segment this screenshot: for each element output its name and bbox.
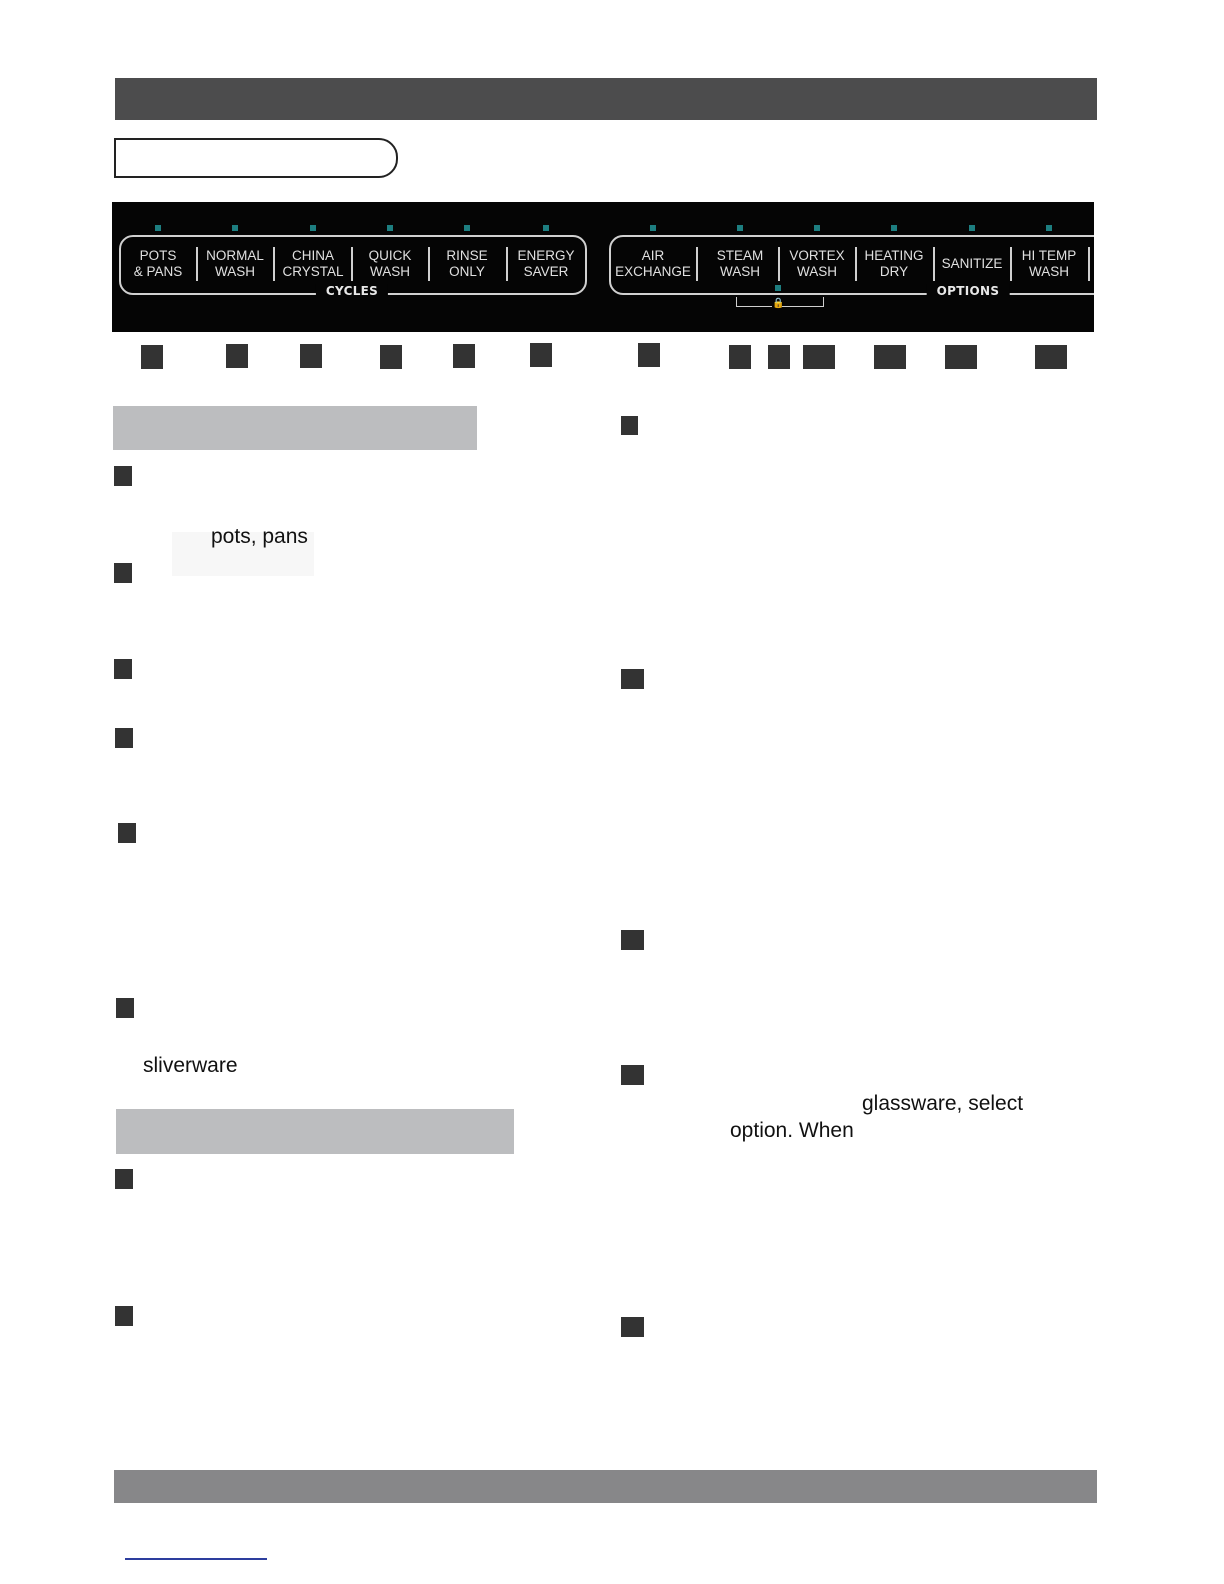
callout-marker (768, 345, 790, 369)
heating-dry-indicator-led (891, 225, 897, 231)
sliverware-text: sliverware (143, 1054, 238, 1077)
cycles-group-label: CYCLES (316, 284, 388, 298)
callout-marker (141, 345, 163, 369)
china-crystal-indicator-led (310, 225, 316, 231)
cycles-section-header (113, 406, 477, 450)
vortex-wash-button[interactable]: VORTEX WASH (789, 248, 845, 279)
options-section-header (116, 1109, 514, 1154)
divider (1088, 247, 1090, 281)
quick-wash-button[interactable]: QUICK WASH (368, 248, 412, 279)
footer-link-underline[interactable] (125, 1558, 267, 1560)
steam-wash-button[interactable]: STEAM WASH (716, 248, 764, 279)
quick-wash-indicator-led (387, 225, 393, 231)
normal-wash-button[interactable]: NORMAL WASH (206, 248, 264, 279)
sanitize-indicator-led (969, 225, 975, 231)
divider (273, 247, 275, 281)
callout-marker (115, 1169, 133, 1189)
callout-marker (300, 344, 322, 368)
callout-marker (729, 345, 751, 369)
callout-marker (945, 345, 977, 369)
rinse-only-indicator-led (464, 225, 470, 231)
vortex-wash-indicator-led (814, 225, 820, 231)
sanitize-button[interactable]: SANITIZE (941, 256, 1003, 271)
callout-marker (453, 344, 475, 368)
callout-marker (114, 563, 132, 583)
callout-marker (638, 343, 660, 367)
callout-marker (621, 1065, 644, 1085)
page-header-bar (115, 78, 1097, 120)
callout-marker (118, 823, 136, 843)
energy-saver-button[interactable]: ENERGY SAVER (517, 248, 575, 279)
option-when-text: option. When (730, 1119, 854, 1142)
air-exchange-indicator-led (650, 225, 656, 231)
callout-marker (116, 998, 134, 1018)
rinse-only-button[interactable]: RINSE ONLY (446, 248, 488, 279)
page-footer-bar (114, 1470, 1097, 1503)
hi-temp-wash-indicator-led (1046, 225, 1052, 231)
options-group-label: OPTIONS (927, 284, 1010, 298)
callout-marker (874, 345, 906, 369)
callout-marker (621, 416, 638, 435)
callout-marker (621, 1317, 644, 1337)
pots-pans-indicator-led (155, 225, 161, 231)
pots-pans-button[interactable]: POTS & PANS (133, 248, 183, 279)
callout-marker (530, 343, 552, 367)
callout-marker (621, 669, 644, 689)
energy-saver-indicator-led (543, 225, 549, 231)
divider (696, 247, 698, 281)
air-exchange-button[interactable]: AIR EXCHANGE (615, 248, 691, 279)
callout-marker (115, 1306, 133, 1326)
heating-dry-button[interactable]: HEATING DRY (864, 248, 924, 279)
callout-marker (114, 466, 132, 486)
callout-marker (226, 344, 248, 368)
control-lock-indicator-led (775, 285, 781, 291)
hi-temp-wash-button[interactable]: HI TEMP WASH (1021, 248, 1077, 279)
callout-marker (621, 930, 644, 950)
callout-marker (115, 728, 133, 748)
callout-marker (380, 345, 402, 369)
callout-marker (114, 659, 132, 679)
callout-marker (1035, 345, 1067, 369)
normal-wash-indicator-led (232, 225, 238, 231)
lock-icon: 🔒 (772, 298, 785, 309)
steam-wash-indicator-led (737, 225, 743, 231)
section-title-tab (114, 138, 398, 178)
control-panel-image (112, 202, 1094, 332)
callout-marker (803, 345, 835, 369)
divider (506, 247, 508, 281)
pots-pans-text: pots, pans (211, 525, 308, 548)
glassware-select-text: glassware, select (862, 1092, 1024, 1115)
china-crystal-button[interactable]: CHINA CRYSTAL (282, 248, 344, 279)
